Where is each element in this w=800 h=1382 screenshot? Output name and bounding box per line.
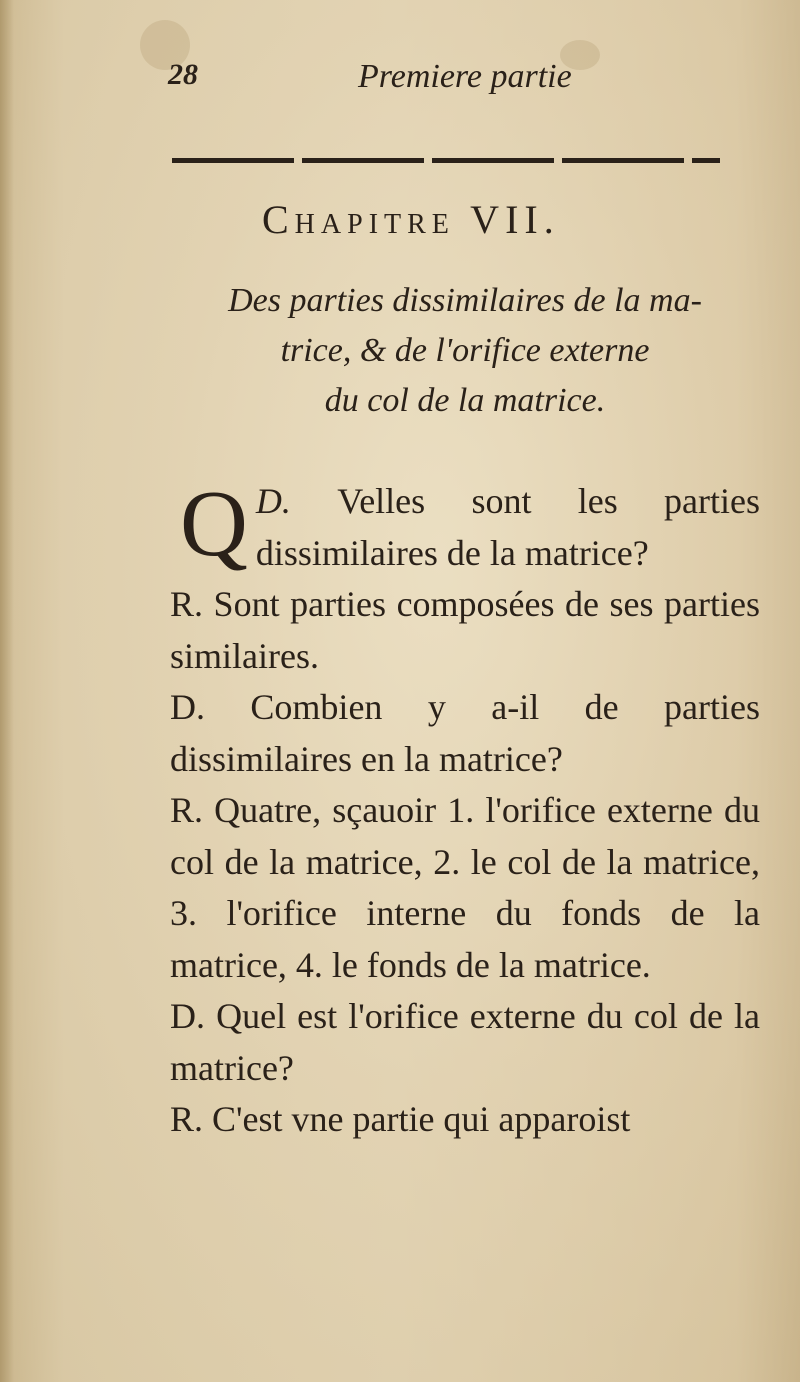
paragraph-text: Velles sont les parties dissimilaires de la matrice? — [255, 481, 760, 573]
page-number: 28 — [168, 58, 198, 91]
paragraph-text: Quel est l'orifice externe du col de la matrice? — [170, 996, 760, 1088]
answer-paragraph — [170, 785, 760, 991]
chapter-heading: Chapitre VII. — [262, 197, 560, 242]
drop-cap: Q — [180, 472, 248, 576]
answer-paragraph — [170, 579, 760, 682]
speaker-label: D. — [170, 687, 205, 727]
body-text — [170, 472, 761, 1146]
subtitle-line: du col de la matrice. — [324, 382, 606, 419]
header-rule — [172, 158, 720, 163]
paragraph-text: Sont parties composées de ses parties similaires. — [170, 584, 761, 676]
paragraph-text: C'est vne partie qui apparoist — [212, 1099, 631, 1139]
subtitle-line: Des parties dissimilaires de la ma- — [228, 282, 702, 319]
paragraph-text: Combien y a-il de parties dissimilaires en la matrice? — [170, 687, 760, 779]
speaker-label: R. — [170, 584, 204, 624]
speaker-label: R. — [170, 1099, 204, 1139]
page-header — [168, 58, 758, 102]
answer-paragraph — [170, 1094, 760, 1146]
chapter-subtitle — [170, 276, 760, 426]
question-paragraph — [170, 472, 760, 579]
paragraph-text: Quatre, sçauoir 1. l'orifice externe du col de la matrice, 2. le col de la matrice, 3. l'orifice interne du fonds de la matrice, 4. le fonds de la matrice. — [170, 790, 760, 985]
speaker-label: D. — [255, 481, 291, 521]
speaker-label: R. — [170, 790, 204, 830]
question-paragraph — [170, 682, 760, 785]
subtitle-line: trice, & de l'orifice externe — [280, 332, 650, 369]
speaker-label: D. — [170, 996, 205, 1036]
running-title: Premiere partie — [358, 58, 572, 95]
page-edge-shadow — [0, 0, 14, 1382]
question-paragraph — [170, 991, 760, 1094]
